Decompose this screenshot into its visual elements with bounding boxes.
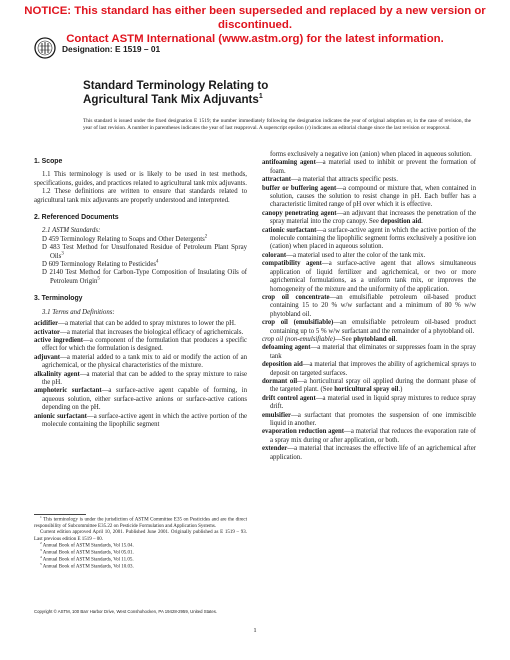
footnote-text: Annual Book of ASTM Standards, Vol 10.03. — [41, 564, 134, 570]
reference-item — [34, 261, 247, 269]
term-entry — [34, 413, 247, 430]
term-name: deposition aid — [262, 361, 303, 369]
term-definition: forms exclusively a negative ion (anion) when placed in aqueous solution. — [270, 151, 472, 158]
term-entry — [262, 210, 476, 227]
term-name: antifoaming agent — [262, 159, 316, 167]
reference-text: D 483 Test Method for Unsulfonated Residue of Petroleum Plant Spray Oils — [42, 244, 247, 260]
footnote-mark: 5 — [40, 561, 42, 566]
term-name: alkalinity agent — [34, 370, 80, 378]
term-entry — [262, 445, 476, 462]
term-see-reference: deposition aid — [380, 218, 422, 226]
term-name: compatibility agent — [262, 260, 322, 268]
term-definition: —a material that increases the effective life of an agrichemical after application. — [270, 445, 476, 461]
reference-text: D 459 Terminology Relating to Soaps and Other Detergents — [42, 235, 205, 243]
term-name: acidifier — [34, 320, 59, 328]
term-definition: —a component of the formulation that produces a specific effect for which the formulation is designed. — [42, 336, 247, 353]
term-entry — [262, 428, 476, 445]
term-definition: —a material used to inhibit or prevent the formation of foam. — [270, 159, 476, 175]
designation — [62, 44, 160, 54]
title-footnote-mark: 1 — [258, 92, 263, 100]
term-entry — [262, 260, 476, 294]
footnote — [34, 530, 247, 543]
scope-paragraph-1: 1.1 This terminology is used or is likely to be used in test methods, specifications, guides, and practices related to agricultural tank mix adjuvants. — [34, 171, 247, 187]
term-entry — [262, 378, 476, 395]
scope-heading: 1. Scope — [34, 158, 63, 165]
term-entry — [262, 319, 476, 336]
term-see-reference: phytobland oil — [353, 335, 396, 343]
title-line-1: Standard Terminology Relating to — [83, 79, 269, 92]
reference-item — [34, 236, 247, 244]
footnote-text: Annual Book of ASTM Standards, Vol 05.01. — [41, 550, 134, 556]
term-name: cationic surfactant — [262, 226, 317, 234]
title-line-2: Agricultural Tank Mix Adjuvants — [83, 92, 259, 106]
term-definition: —a surface-active agent in which the active portion of the molecule containing the lipophilic segment — [42, 412, 247, 428]
term-definition: —a surfactant that promotes the suspension of one immiscible liquid in another. — [270, 411, 476, 427]
term-name: amphoteric surfactant — [34, 387, 102, 395]
footnote-mark: 1 — [40, 515, 42, 519]
term-name: dormant oil — [262, 377, 298, 385]
term-entry — [262, 361, 476, 378]
term-entry — [34, 387, 247, 412]
term-name: crop oil (emulsifiable) — [262, 319, 334, 327]
term-entry — [262, 185, 476, 210]
term-name: drift control agent — [262, 394, 316, 402]
term-entry — [262, 151, 476, 159]
term-name: attractant — [262, 176, 292, 184]
term-definition: —a material that reduces the evaporation rate of a spray mix during or after application, or both. — [270, 428, 477, 444]
term-definition: —a horticultural spray oil applied during the dormant phase of the targeted plant. (See — [270, 377, 476, 394]
term-entry — [262, 227, 476, 252]
term-definition: —a material that eliminates or suppresses foam in the spray tank — [270, 344, 476, 360]
term-definition: —a surface-active agent that allows simultaneous application of liquid fertilizer and agrichemical, or two or more agrichemical formulations, as a uniform tank mix, or improves the homogeneity of the mixture and the uniformity of the application. — [270, 260, 476, 293]
footnote — [34, 554, 247, 564]
term-entry — [262, 412, 476, 429]
term-entry — [262, 176, 476, 184]
term-definition: —a material that attracts specific pests. — [291, 176, 398, 184]
term-name: canopy penetrating agent — [262, 209, 337, 217]
reference-text: D 2140 Test Method for Carbon-Type Composition of Insulating Oils of Petroleum Origin — [42, 269, 247, 285]
footnote — [34, 561, 247, 571]
term-definition: —a material that can be added to spray mixtures to lower the pH. — [58, 320, 236, 328]
term-definition: —a material that improves the ability of agrichemical sprays to deposit on targeted surfaces. — [270, 361, 476, 377]
term-entry — [262, 159, 476, 176]
term-definition: —a surface-active agent in which the active portion of the molecule containing the lipophilic segment forms exclusively a positive ion (cation) when placed in aqueous solution. — [270, 226, 476, 251]
reference-footnote-mark: 5 — [97, 276, 100, 282]
term-name: defoaming agent — [262, 344, 311, 352]
term-entry — [34, 371, 247, 388]
term-definition: —a material that can be added to the spray mixture to raise the pH. — [42, 370, 247, 386]
term-name: adjuvant — [34, 353, 61, 361]
document-title — [83, 79, 268, 106]
page-number: 1 — [253, 627, 257, 634]
term-name: anionic surfactant — [34, 412, 87, 420]
term-definition: —a material used in liquid spray mixtures to reduce spray drift. — [270, 394, 477, 411]
term-definition: —an emulsifiable petroleum oil-based product containing up to 5 % w/w surfactant and the remainder of a phytobland oil. — [270, 319, 476, 335]
term-definition: —a compound or mixture that, when contained in solution, causes the solution to resist change in pH. Each buffer has a characteristic limited range of pH over which it is effective. — [270, 184, 476, 209]
reference-item — [34, 269, 247, 286]
term-definition: —a material used to alter the color of the tank mix. — [286, 251, 426, 259]
terminology-heading: 3. Terminology — [34, 295, 83, 303]
designation-value: E 1519 – 01 — [115, 44, 161, 54]
scope-paragraph-2: 1.2 These definitions are written to ensure that standards related to agricultural tank mix adjuvants are properly understood and interpreted. — [34, 188, 247, 204]
standard-issue-note: This standard is issued under the fixed designation E 1519; the number immediately following the designation indicates the year of original adoption or, in the case of revision, the year of last revision. A number in parentheses indicates the year of last reapproval. A superscript epsilon (ε) indicates an editorial change since the last revision or reapproval. — [83, 118, 471, 132]
term-entry — [262, 344, 476, 361]
footnote-mark: 3 — [40, 547, 42, 552]
term-definition: —a material that increases the biological efficacy of agrichemicals. — [60, 328, 244, 336]
term-definition: —a surface-active agent capable of forming, in aqueous solution, either surface-active anions or surface-active cations depending on the pH. — [42, 387, 247, 412]
right-term-list — [262, 151, 476, 462]
reference-footnote-mark: 3 — [61, 251, 64, 257]
footnote-mark: 4 — [40, 554, 42, 559]
reference-text: D 609 Terminology Relating to Pesticides — [42, 261, 156, 269]
term-name: crop oil (non-emulsifiable) — [262, 335, 335, 343]
footnote — [34, 547, 247, 557]
term-definition-end: . — [421, 218, 423, 226]
term-name: active ingredient — [34, 336, 84, 344]
astm-logo-icon — [34, 37, 56, 59]
designation-label: Designation: — [62, 44, 113, 54]
term-name: crop oil concentrate — [262, 293, 330, 301]
term-name: extender — [262, 445, 288, 453]
notice-line-2: Contact ASTM International (www.astm.org) for the latest information. — [66, 33, 444, 45]
term-name: colorant — [262, 251, 287, 259]
footnote — [34, 517, 247, 530]
copyright-line: Copyright © ASTM, 100 Barr Harbor Drive, West Conshohocken, PA 19428-2959, United States. — [34, 609, 218, 614]
footnotes — [34, 517, 247, 571]
footnote-text: Current edition approved April 10, 2001. Published June 2001. Originally published as E 1519 – 93. Last previous edition E 1519 – 00. — [34, 530, 247, 542]
term-entry — [34, 337, 247, 354]
reference-item — [34, 244, 247, 261]
term-name: buffer or buffering agent — [262, 184, 337, 192]
notice-line-1: NOTICE: This standard has either been superseded and replaced by a new version or discontinued. — [24, 5, 486, 31]
terms-definitions-subheading: 3.1 Terms and Definitions: — [42, 308, 115, 316]
term-definition-end: . — [395, 335, 398, 343]
term-definition-end: .) — [398, 386, 403, 394]
term-entry — [34, 329, 247, 337]
footnote-mark: 2 — [40, 540, 42, 545]
term-definition: —an adjuvant that increases the penetration of the spray material into the crop canopy. See — [270, 209, 476, 226]
left-column — [34, 154, 247, 429]
term-entry — [34, 354, 247, 371]
left-term-list — [34, 320, 247, 429]
term-definition: —See — [335, 335, 354, 343]
term-definition: —an emulsifiable petroleum oil-based product containing 15 to 20 % w/w surfactant and a minimum of 80 % w/w phytobland oil. — [270, 293, 476, 318]
term-name: evaporation reduction agent — [262, 428, 345, 436]
footnote — [34, 540, 247, 550]
term-name: emulsifier — [262, 411, 292, 419]
reference-footnote-mark: 2 — [204, 234, 208, 240]
footnote-text: Annual Book of ASTM Standards, Vol 15.04. — [41, 543, 134, 549]
reference-footnote-mark: 4 — [156, 259, 159, 265]
term-entry — [262, 294, 476, 319]
referenced-documents-heading: 2. Referenced Documents — [34, 214, 119, 222]
term-name: activator — [34, 328, 61, 336]
term-definition: —a material added to a tank mix to aid or modify the action of an agrichemical, or the physical characteristics of the mixture. — [42, 353, 247, 370]
term-entry — [262, 336, 476, 344]
right-column — [262, 151, 476, 462]
footnote-text: This terminology is under the jurisdiction of ASTM Committee E35 on Pesticides and are the direct responsibility of Subcommittee E35.22 on Pesticide Formulation and Application Systems. — [34, 517, 247, 529]
term-entry — [262, 252, 476, 260]
footnote-text: Annual Book of ASTM Standards, Vol 11.05. — [41, 557, 134, 563]
term-entry — [34, 320, 247, 328]
supersede-notice — [0, 4, 510, 46]
term-entry — [262, 395, 476, 412]
term-see-reference: horticultural spray oil — [334, 386, 399, 394]
reference-list — [34, 236, 247, 286]
astm-standards-subheading: 2.1 ASTM Standards: — [42, 227, 101, 235]
